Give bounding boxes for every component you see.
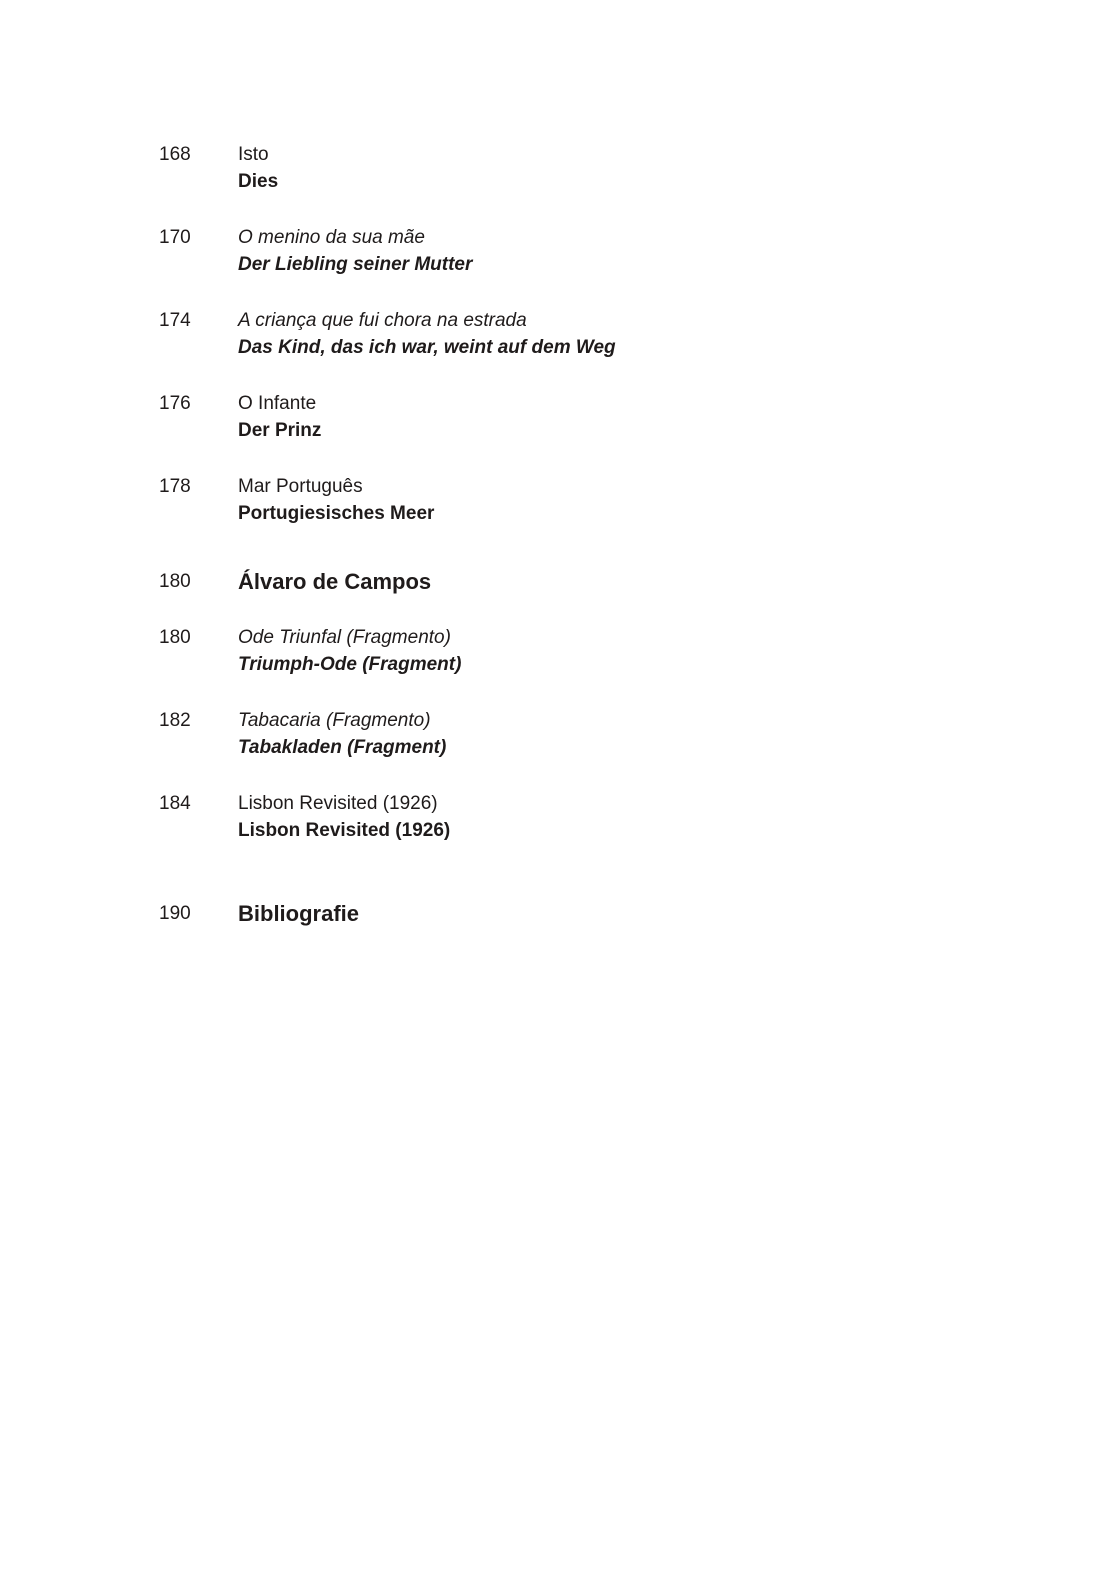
page-number: 168 [159, 144, 191, 165]
entry-titles [238, 307, 616, 361]
page-number: 174 [159, 310, 191, 331]
entry-titles [238, 707, 446, 761]
page-number: 170 [159, 227, 191, 248]
translated-title: Das Kind, das ich war, weint auf dem Weg [238, 337, 616, 358]
translated-title: Portugiesisches Meer [238, 503, 435, 524]
translated-title: Der Prinz [238, 420, 322, 441]
translated-title: Der Liebling seiner Mutter [238, 254, 473, 275]
original-title: A criança que fui chora na estrada [238, 310, 527, 331]
page-number: 180 [159, 627, 191, 648]
original-title: Isto [238, 144, 269, 165]
entry-titles [238, 624, 461, 678]
section-heading: Bibliografie [238, 901, 360, 926]
entry-titles [238, 473, 434, 527]
translated-title: Triumph-Ode (Fragment) [238, 654, 462, 675]
entry-titles [238, 790, 450, 844]
translated-title: Lisbon Revisited (1926) [238, 820, 451, 841]
page-number: 190 [159, 903, 191, 924]
translated-title: Tabakladen (Fragment) [238, 737, 447, 758]
original-title: Ode Triunfal (Fragmento) [238, 627, 451, 648]
entry-titles [238, 390, 321, 444]
entry-titles [238, 568, 431, 595]
original-title: Mar Português [238, 476, 363, 497]
page-number: 180 [159, 571, 191, 592]
page-number: 178 [159, 476, 191, 497]
section-heading: Álvaro de Campos [238, 569, 432, 594]
page-number: 176 [159, 393, 191, 414]
entry-titles [238, 141, 278, 195]
translated-title: Dies [238, 171, 279, 192]
original-title: Lisbon Revisited (1926) [238, 793, 438, 814]
page-number: 182 [159, 710, 191, 731]
entry-titles [238, 224, 472, 278]
original-title: O menino da sua mãe [238, 227, 425, 248]
page-number: 184 [159, 793, 191, 814]
original-title: O Infante [238, 393, 317, 414]
entry-titles [238, 900, 359, 927]
original-title: Tabacaria (Fragmento) [238, 710, 431, 731]
